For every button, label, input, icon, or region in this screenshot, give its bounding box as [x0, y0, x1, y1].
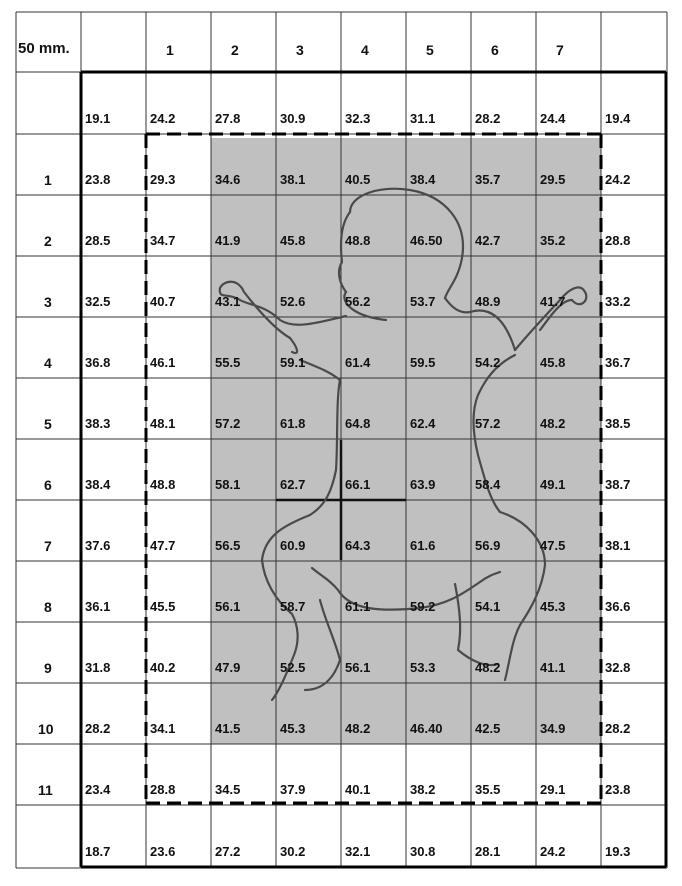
value-cell: 23.8: [605, 782, 631, 797]
value-cell: 33.2: [605, 294, 631, 309]
value-cell: 38.4: [85, 477, 111, 492]
value-cell: 45.8: [540, 355, 566, 370]
value-cell: 38.2: [410, 782, 436, 797]
value-cell: 40.7: [150, 294, 176, 309]
value-cell: 52.5: [280, 660, 306, 675]
value-cell: 48.2: [475, 660, 501, 675]
value-cell: 41.7: [540, 294, 566, 309]
value-cell: 38.4: [410, 172, 436, 187]
value-cell: 32.5: [85, 294, 111, 309]
value-cell: 61.8: [280, 416, 306, 431]
value-cell: 61.4: [345, 355, 371, 370]
value-cell: 41.1: [540, 660, 566, 675]
value-cell: 42.5: [475, 721, 501, 736]
value-cell: 32.3: [345, 111, 371, 126]
column-header: 2: [231, 42, 239, 58]
value-cell: 28.8: [605, 233, 631, 248]
value-cell: 34.9: [540, 721, 566, 736]
value-cell: 46.50: [410, 233, 443, 248]
row-header: 7: [44, 538, 52, 554]
value-cell: 30.2: [280, 844, 306, 859]
value-cell: 57.2: [475, 416, 501, 431]
value-cell: 34.5: [215, 782, 241, 797]
value-cell: 59.5: [410, 355, 436, 370]
value-cell: 30.8: [410, 844, 436, 859]
row-header: 1: [44, 172, 52, 188]
value-cell: 41.9: [215, 233, 241, 248]
value-cell: 30.9: [280, 111, 306, 126]
value-cell: 29.3: [150, 172, 176, 187]
value-cell: 28.2: [85, 721, 111, 736]
value-cell: 27.2: [215, 844, 241, 859]
value-cell: 53.3: [410, 660, 436, 675]
row-header: 8: [44, 599, 52, 615]
value-cell: 56.1: [345, 660, 371, 675]
corner-label: 50 mm.: [18, 40, 70, 57]
value-cell: 38.3: [85, 416, 111, 431]
value-cell: 55.5: [215, 355, 241, 370]
value-cell: 18.7: [85, 844, 111, 859]
value-cell: 24.4: [540, 111, 566, 126]
value-cell: 37.6: [85, 538, 111, 553]
value-cell: 38.7: [605, 477, 631, 492]
value-cell: 41.5: [215, 721, 241, 736]
value-cell: 40.1: [345, 782, 371, 797]
value-cell: 48.8: [150, 477, 176, 492]
value-cell: 59.2: [410, 599, 436, 614]
value-cell: 24.2: [540, 844, 566, 859]
value-cell: 28.1: [475, 844, 501, 859]
column-header: 5: [426, 42, 434, 58]
value-cell: 64.8: [345, 416, 371, 431]
value-cell: 36.6: [605, 599, 631, 614]
value-cell: 31.1: [410, 111, 436, 126]
value-cell: 61.1: [345, 599, 371, 614]
value-cell: 28.8: [150, 782, 176, 797]
value-cell: 36.8: [85, 355, 111, 370]
value-cell: 56.2: [345, 294, 371, 309]
value-cell: 52.6: [280, 294, 306, 309]
value-cell: 62.7: [280, 477, 306, 492]
value-cell: 47.7: [150, 538, 176, 553]
value-cell: 63.9: [410, 477, 436, 492]
value-cell: 58.1: [215, 477, 241, 492]
value-cell: 19.3: [605, 844, 631, 859]
value-cell: 57.2: [215, 416, 241, 431]
value-cell: 58.4: [475, 477, 501, 492]
value-cell: 54.1: [475, 599, 501, 614]
value-cell: 59.1: [280, 355, 306, 370]
value-cell: 38.5: [605, 416, 631, 431]
value-cell: 24.2: [150, 111, 176, 126]
column-header: 1: [166, 42, 174, 58]
value-cell: 45.5: [150, 599, 176, 614]
row-header: 11: [38, 782, 53, 798]
value-cell: 37.9: [280, 782, 306, 797]
value-cell: 43.1: [215, 294, 241, 309]
value-cell: 42.7: [475, 233, 501, 248]
value-cell: 38.1: [280, 172, 306, 187]
row-header: 6: [44, 477, 52, 493]
value-cell: 56.9: [475, 538, 501, 553]
row-header: 9: [44, 660, 52, 676]
value-cell: 28.2: [475, 111, 501, 126]
value-cell: 35.5: [475, 782, 501, 797]
row-header: 10: [38, 721, 54, 737]
column-header: 3: [296, 42, 304, 58]
value-cell: 27.8: [215, 111, 241, 126]
value-cell: 28.5: [85, 233, 111, 248]
value-cell: 29.1: [540, 782, 566, 797]
value-cell: 35.7: [475, 172, 501, 187]
row-header: 5: [44, 416, 52, 432]
value-cell: 64.3: [345, 538, 371, 553]
row-header: 2: [44, 233, 52, 249]
value-cell: 34.7: [150, 233, 176, 248]
value-cell: 36.7: [605, 355, 631, 370]
column-header: 6: [491, 42, 499, 58]
value-cell: 48.9: [475, 294, 501, 309]
value-cell: 48.8: [345, 233, 371, 248]
value-cell: 46.1: [150, 355, 176, 370]
value-cell: 47.5: [540, 538, 566, 553]
value-cell: 35.2: [540, 233, 566, 248]
value-cell: 28.2: [605, 721, 631, 736]
value-cell: 48.2: [345, 721, 371, 736]
value-cell: 48.2: [540, 416, 566, 431]
value-cell: 29.5: [540, 172, 566, 187]
value-cell: 23.4: [85, 782, 111, 797]
value-cell: 53.7: [410, 294, 436, 309]
row-header: 4: [44, 355, 52, 371]
value-cell: 23.8: [85, 172, 111, 187]
value-cell: 31.8: [85, 660, 111, 675]
value-cell: 61.6: [410, 538, 436, 553]
column-header: 4: [361, 42, 369, 58]
value-cell: 45.3: [280, 721, 306, 736]
value-cell: 23.6: [150, 844, 176, 859]
value-cell: 40.5: [345, 172, 371, 187]
value-cell: 60.9: [280, 538, 306, 553]
value-cell: 36.1: [85, 599, 111, 614]
value-cell: 58.7: [280, 599, 306, 614]
value-cell: 66.1: [345, 477, 371, 492]
value-cell: 19.4: [605, 111, 631, 126]
value-cell: 32.1: [345, 844, 371, 859]
value-cell: 54.2: [475, 355, 501, 370]
value-cell: 19.1: [85, 111, 111, 126]
value-cell: 45.3: [540, 599, 566, 614]
value-cell: 24.2: [605, 172, 631, 187]
column-header: 7: [556, 42, 564, 58]
value-cell: 48.1: [150, 416, 176, 431]
value-cell: 47.9: [215, 660, 241, 675]
row-header: 3: [44, 294, 52, 310]
value-cell: 38.1: [605, 538, 631, 553]
value-cell: 56.1: [215, 599, 241, 614]
value-cell: 62.4: [410, 416, 436, 431]
value-cell: 45.8: [280, 233, 306, 248]
value-cell: 46.40: [410, 721, 443, 736]
value-cell: 34.6: [215, 172, 241, 187]
value-cell: 32.8: [605, 660, 631, 675]
value-cell: 56.5: [215, 538, 241, 553]
value-cell: 34.1: [150, 721, 176, 736]
value-cell: 49.1: [540, 477, 566, 492]
value-cell: 40.2: [150, 660, 176, 675]
